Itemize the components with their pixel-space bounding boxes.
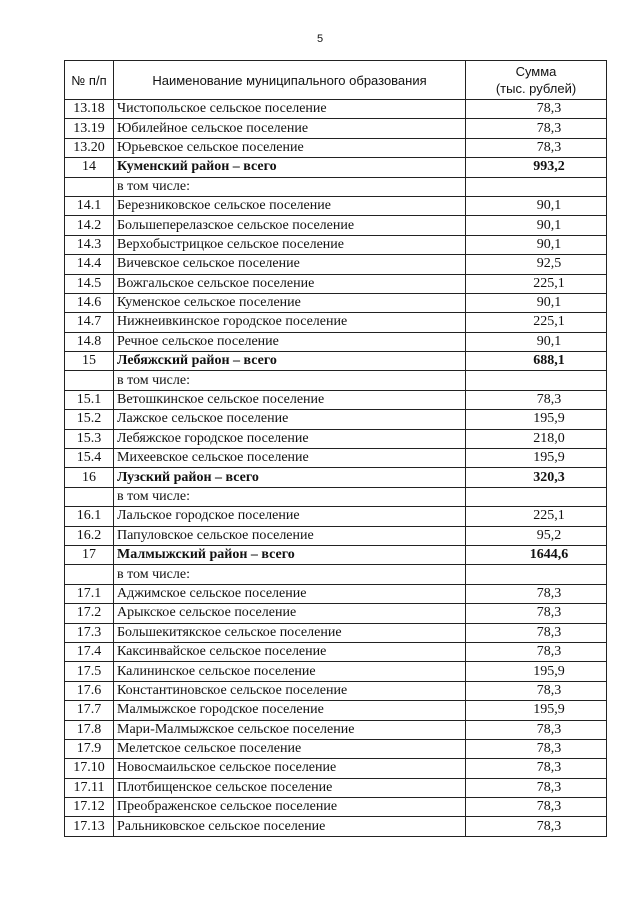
row-number: 14.8: [65, 332, 114, 351]
row-number: 15.4: [65, 449, 114, 468]
row-name: Михеевское сельское поселение: [114, 449, 466, 468]
row-name: Ветошкинское сельское поселение: [114, 390, 466, 409]
row-sum: 90,1: [466, 216, 607, 235]
table-row: [65, 487, 607, 506]
table-row: [65, 662, 607, 681]
row-sum: [466, 565, 607, 584]
row-sum: 225,1: [466, 507, 607, 526]
table-body: [65, 100, 607, 837]
row-sum: 78,3: [466, 138, 607, 157]
table-row: [65, 681, 607, 700]
row-number: 15.1: [65, 390, 114, 409]
row-name: Лальское городское поселение: [114, 507, 466, 526]
row-name: Березниковское сельское поселение: [114, 196, 466, 215]
row-sum: 78,3: [466, 623, 607, 642]
table-row: [65, 332, 607, 351]
row-number: 14.2: [65, 216, 114, 235]
row-name: Юбилейное сельское поселение: [114, 119, 466, 138]
page-number: 5: [316, 33, 324, 45]
row-name: Папуловское сельское поселение: [114, 526, 466, 545]
row-sum: 78,3: [466, 739, 607, 758]
row-name: Плотбищенское сельское поселение: [114, 778, 466, 797]
table-row: [65, 701, 607, 720]
row-name: Калининское сельское поселение: [114, 662, 466, 681]
row-sum: 78,3: [466, 584, 607, 603]
row-sum: 78,3: [466, 778, 607, 797]
table-row: [65, 739, 607, 758]
row-number: 15.3: [65, 429, 114, 448]
row-sum: 90,1: [466, 332, 607, 351]
row-sum: 225,1: [466, 274, 607, 293]
row-sum: 78,3: [466, 390, 607, 409]
row-sum: [466, 177, 607, 196]
row-name: Аджимское сельское поселение: [114, 584, 466, 603]
row-sum: 90,1: [466, 293, 607, 312]
table-row: [65, 390, 607, 409]
row-number: 17.9: [65, 739, 114, 758]
row-number: 15: [65, 352, 114, 371]
row-name: Преображенское сельское поселение: [114, 798, 466, 817]
row-name: Куменское сельское поселение: [114, 293, 466, 312]
row-number: 17.13: [65, 817, 114, 836]
row-name: в том числе:: [114, 177, 466, 196]
table-row: [65, 604, 607, 623]
row-number: 17.7: [65, 701, 114, 720]
row-sum: 225,1: [466, 313, 607, 332]
table-row: [65, 584, 607, 603]
row-number: 17.5: [65, 662, 114, 681]
table-row: [65, 642, 607, 661]
district-total-row: [65, 352, 607, 371]
row-number: 17.12: [65, 798, 114, 817]
row-sum: 195,9: [466, 662, 607, 681]
row-sum: 78,3: [466, 642, 607, 661]
row-name: Лузский район – всего: [114, 468, 466, 487]
row-number: [65, 371, 114, 390]
row-sum: 78,3: [466, 119, 607, 138]
row-name: Мелетское сельское поселение: [114, 739, 466, 758]
row-sum: 688,1: [466, 352, 607, 371]
table-row: [65, 313, 607, 332]
row-sum: 993,2: [466, 158, 607, 177]
row-number: 17.3: [65, 623, 114, 642]
row-sum: 78,3: [466, 817, 607, 836]
row-number: 13.20: [65, 138, 114, 157]
row-number: 14: [65, 158, 114, 177]
row-name: Каксинвайское сельское поселение: [114, 642, 466, 661]
row-number: 16.2: [65, 526, 114, 545]
table-row: [65, 177, 607, 196]
row-name: Мари-Малмыжское сельское поселение: [114, 720, 466, 739]
table-header-row: [65, 61, 607, 100]
table-row: [65, 255, 607, 274]
row-number: 17.11: [65, 778, 114, 797]
table-row: [65, 565, 607, 584]
table-row: [65, 235, 607, 254]
row-number: 14.6: [65, 293, 114, 312]
row-number: 14.7: [65, 313, 114, 332]
table-row: [65, 507, 607, 526]
row-name: Ральниковское сельское поселение: [114, 817, 466, 836]
row-sum: 95,2: [466, 526, 607, 545]
header-sum-title: Сумма: [515, 64, 557, 79]
table-row: [65, 526, 607, 545]
row-name: Большеперелазское сельское поселение: [114, 216, 466, 235]
row-name: в том числе:: [114, 487, 466, 506]
row-name: Константиновское сельское поселение: [114, 681, 466, 700]
row-number: 17.2: [65, 604, 114, 623]
table-row: [65, 429, 607, 448]
district-total-row: [65, 468, 607, 487]
row-name: Чистопольское сельское поселение: [114, 100, 466, 119]
row-number: 17.8: [65, 720, 114, 739]
row-number: 17: [65, 545, 114, 564]
row-sum: 92,5: [466, 255, 607, 274]
table-row: [65, 196, 607, 215]
row-sum: 195,9: [466, 701, 607, 720]
row-name: Арыкское сельское поселение: [114, 604, 466, 623]
table-row: [65, 623, 607, 642]
row-number: 17.1: [65, 584, 114, 603]
table-row: [65, 449, 607, 468]
row-name: Куменский район – всего: [114, 158, 466, 177]
row-name: Речное сельское поселение: [114, 332, 466, 351]
row-number: 15.2: [65, 410, 114, 429]
row-number: 13.19: [65, 119, 114, 138]
row-sum: 320,3: [466, 468, 607, 487]
row-number: 16.1: [65, 507, 114, 526]
row-sum: 90,1: [466, 196, 607, 215]
row-number: 17.4: [65, 642, 114, 661]
row-sum: [466, 371, 607, 390]
row-sum: 78,3: [466, 720, 607, 739]
header-name: Наименование муниципального образования: [114, 61, 466, 100]
row-sum: 218,0: [466, 429, 607, 448]
row-sum: 195,9: [466, 410, 607, 429]
row-name: Нижнеивкинское городское поселение: [114, 313, 466, 332]
table-row: [65, 817, 607, 836]
row-name: Верхобыстрицкое сельское поселение: [114, 235, 466, 254]
table-row: [65, 410, 607, 429]
row-name: Вичевское сельское поселение: [114, 255, 466, 274]
row-sum: 1644,6: [466, 545, 607, 564]
row-number: 17.10: [65, 759, 114, 778]
row-sum: 78,3: [466, 604, 607, 623]
allocation-table: [64, 60, 607, 837]
header-number: № п/п: [65, 61, 114, 100]
row-number: [65, 487, 114, 506]
table-row: [65, 293, 607, 312]
row-sum: 78,3: [466, 681, 607, 700]
row-number: [65, 177, 114, 196]
row-name: Большекитякское сельское поселение: [114, 623, 466, 642]
table-row: [65, 274, 607, 293]
table-row: [65, 371, 607, 390]
row-name: Лебяжский район – всего: [114, 352, 466, 371]
row-name: Малмыжский район – всего: [114, 545, 466, 564]
row-number: 14.1: [65, 196, 114, 215]
row-name: Лажское сельское поселение: [114, 410, 466, 429]
row-sum: [466, 487, 607, 506]
row-name: Юрьевское сельское поселение: [114, 138, 466, 157]
row-sum: 78,3: [466, 100, 607, 119]
row-number: 13.18: [65, 100, 114, 119]
row-name: в том числе:: [114, 371, 466, 390]
table-row: [65, 778, 607, 797]
row-number: 14.5: [65, 274, 114, 293]
table-row: [65, 798, 607, 817]
table-row: [65, 720, 607, 739]
row-sum: 195,9: [466, 449, 607, 468]
row-number: 14.3: [65, 235, 114, 254]
district-total-row: [65, 158, 607, 177]
row-sum: 90,1: [466, 235, 607, 254]
header-sum: [466, 61, 607, 100]
table-row: [65, 138, 607, 157]
row-name: Новосмаильское сельское поселение: [114, 759, 466, 778]
row-name: Малмыжское городское поселение: [114, 701, 466, 720]
row-number: 14.4: [65, 255, 114, 274]
row-number: 16: [65, 468, 114, 487]
row-name: Вожгальское сельское поселение: [114, 274, 466, 293]
table-row: [65, 100, 607, 119]
row-name: в том числе:: [114, 565, 466, 584]
row-number: [65, 565, 114, 584]
district-total-row: [65, 545, 607, 564]
table-row: [65, 759, 607, 778]
row-name: Лебяжское городское поселение: [114, 429, 466, 448]
table-row: [65, 119, 607, 138]
header-sum-unit: (тыс. рублей): [495, 81, 577, 96]
table-row: [65, 216, 607, 235]
row-sum: 78,3: [466, 759, 607, 778]
row-sum: 78,3: [466, 798, 607, 817]
row-number: 17.6: [65, 681, 114, 700]
